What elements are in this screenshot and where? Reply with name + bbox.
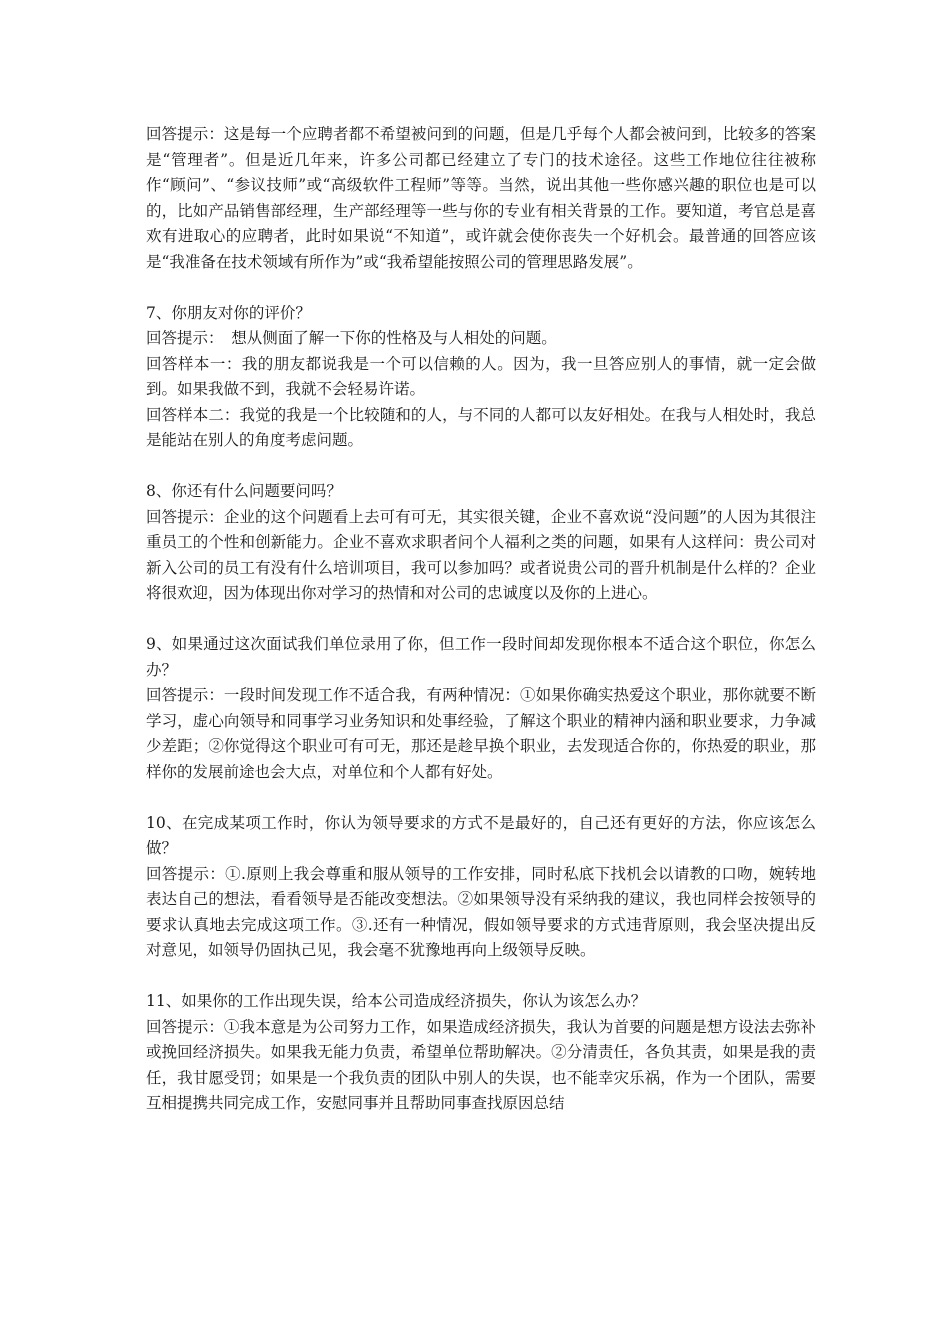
section-6-answer bbox=[146, 122, 816, 275]
answer-paragraph: 回答提示：这是每一个应聘者都不希望被问到的问题，但是几乎每个人都会被问到，比较多的答案是“管理者”。但是近几年来，许多公司都已经建立了专门的技术途径。这些工作地位往往被称作“顾问”、“参议技师”或“高级软件工程师”等等。当然，说出其他一些你感兴趣的职位也是可以的，比如产品销售部经理，生产部经理等一些与你的专业有相关背景的工作。要知道，考官总是喜欢有进取心的应聘者，此时如果说“不知道”，或许就会使你丧失一个好机会。最普通的回答应该是“我准备在技术领域有所作为”或“我希望能按照公司的管理思路发展”。 bbox=[146, 125, 816, 271]
answer-paragraph: 回答提示：一段时间发现工作不适合我，有两种情况：①如果你确实热爱这个职业，那你就要不断学习，虚心向领导和同事学习业务知识和处事经验，了解这个职业的精神内涵和职业要求，力争减少差距；②你觉得这个职业可有可无，那还是趁早换个职业，去发现适合你的，你热爱的职业，那样你的发展前途也会大点，对单位和个人都有好处。 bbox=[146, 686, 816, 781]
question-heading: 9、如果通过这次面试我们单位录用了你，但工作一段时间却发现你根本不适合这个职位，你怎么办？ bbox=[146, 635, 816, 679]
question-heading: 10、在完成某项工作时，你认为领导要求的方式不是最好的，自己还有更好的方法，你应该怎么做？ bbox=[146, 813, 816, 857]
section-10 bbox=[146, 811, 816, 964]
section-11 bbox=[146, 989, 816, 1117]
answer-paragraph: 回答提示：企业的这个问题看上去可有可无，其实很关键，企业不喜欢说“没问题”的人因为其很注重员工的个性和创新能力。企业不喜欢求职者问个人福利之类的问题，如果有人这样问：贵公司对新入公司的员工有没有什么培训项目，我可以参加吗？或者说贵公司的晋升机制是什么样的？企业将很欢迎，因为体现出你对学习的热情和对公司的忠诚度以及你的上进心。 bbox=[146, 507, 816, 602]
question-heading: 7、你朋友对你的评价？ bbox=[146, 303, 311, 322]
document-body bbox=[146, 122, 816, 1117]
section-8 bbox=[146, 479, 816, 607]
answer-paragraph: 回答提示：①我本意是为公司努力工作，如果造成经济损失，我认为首要的问题是想方设法去弥补或挽回经济损失。如果我无能力负责，希望单位帮助解决。②分清责任，各负其责，如果是我的责任，我甘愿受罚；如果是一个我负责的团队中别人的失误，也不能幸灾乐祸，作为一个团队，需要互相提携共同完成工作，安慰同事并且帮助同事查找原因总结 bbox=[146, 1017, 816, 1112]
answer-paragraph: 回答样本二：我觉的我是一个比较随和的人，与不同的人都可以友好相处。在我与人相处时，我总是能站在别人的角度考虑问题。 bbox=[146, 405, 816, 449]
answer-paragraph: 回答提示：①.原则上我会尊重和服从领导的工作安排，同时私底下找机会以请教的口吻，婉转地表达自己的想法，看看领导是否能改变想法。②如果领导没有采纳我的建议，我也同样会按领导的要求认真地去完成这项工作。③.还有一种情况，假如领导要求的方式违背原则，我会坚决提出反对意见，如领导仍固执己见，我会毫不犹豫地再向上级领导反映。 bbox=[146, 864, 816, 959]
section-7 bbox=[146, 301, 816, 454]
question-heading: 8、你还有什么问题要问吗？ bbox=[146, 482, 342, 500]
answer-paragraph: 回答样本一：我的朋友都说我是一个可以信赖的人。因为，我一旦答应别人的事情，就一定会做到。如果我做不到，我就不会轻易许诺。 bbox=[146, 354, 816, 398]
section-9 bbox=[146, 632, 816, 785]
answer-paragraph: 回答提示： 想从侧面了解一下你的性格及与人相处的问题。 bbox=[146, 329, 557, 347]
question-heading: 11、如果你的工作出现失误，给本公司造成经济损失，你认为该怎么办？ bbox=[146, 992, 647, 1010]
